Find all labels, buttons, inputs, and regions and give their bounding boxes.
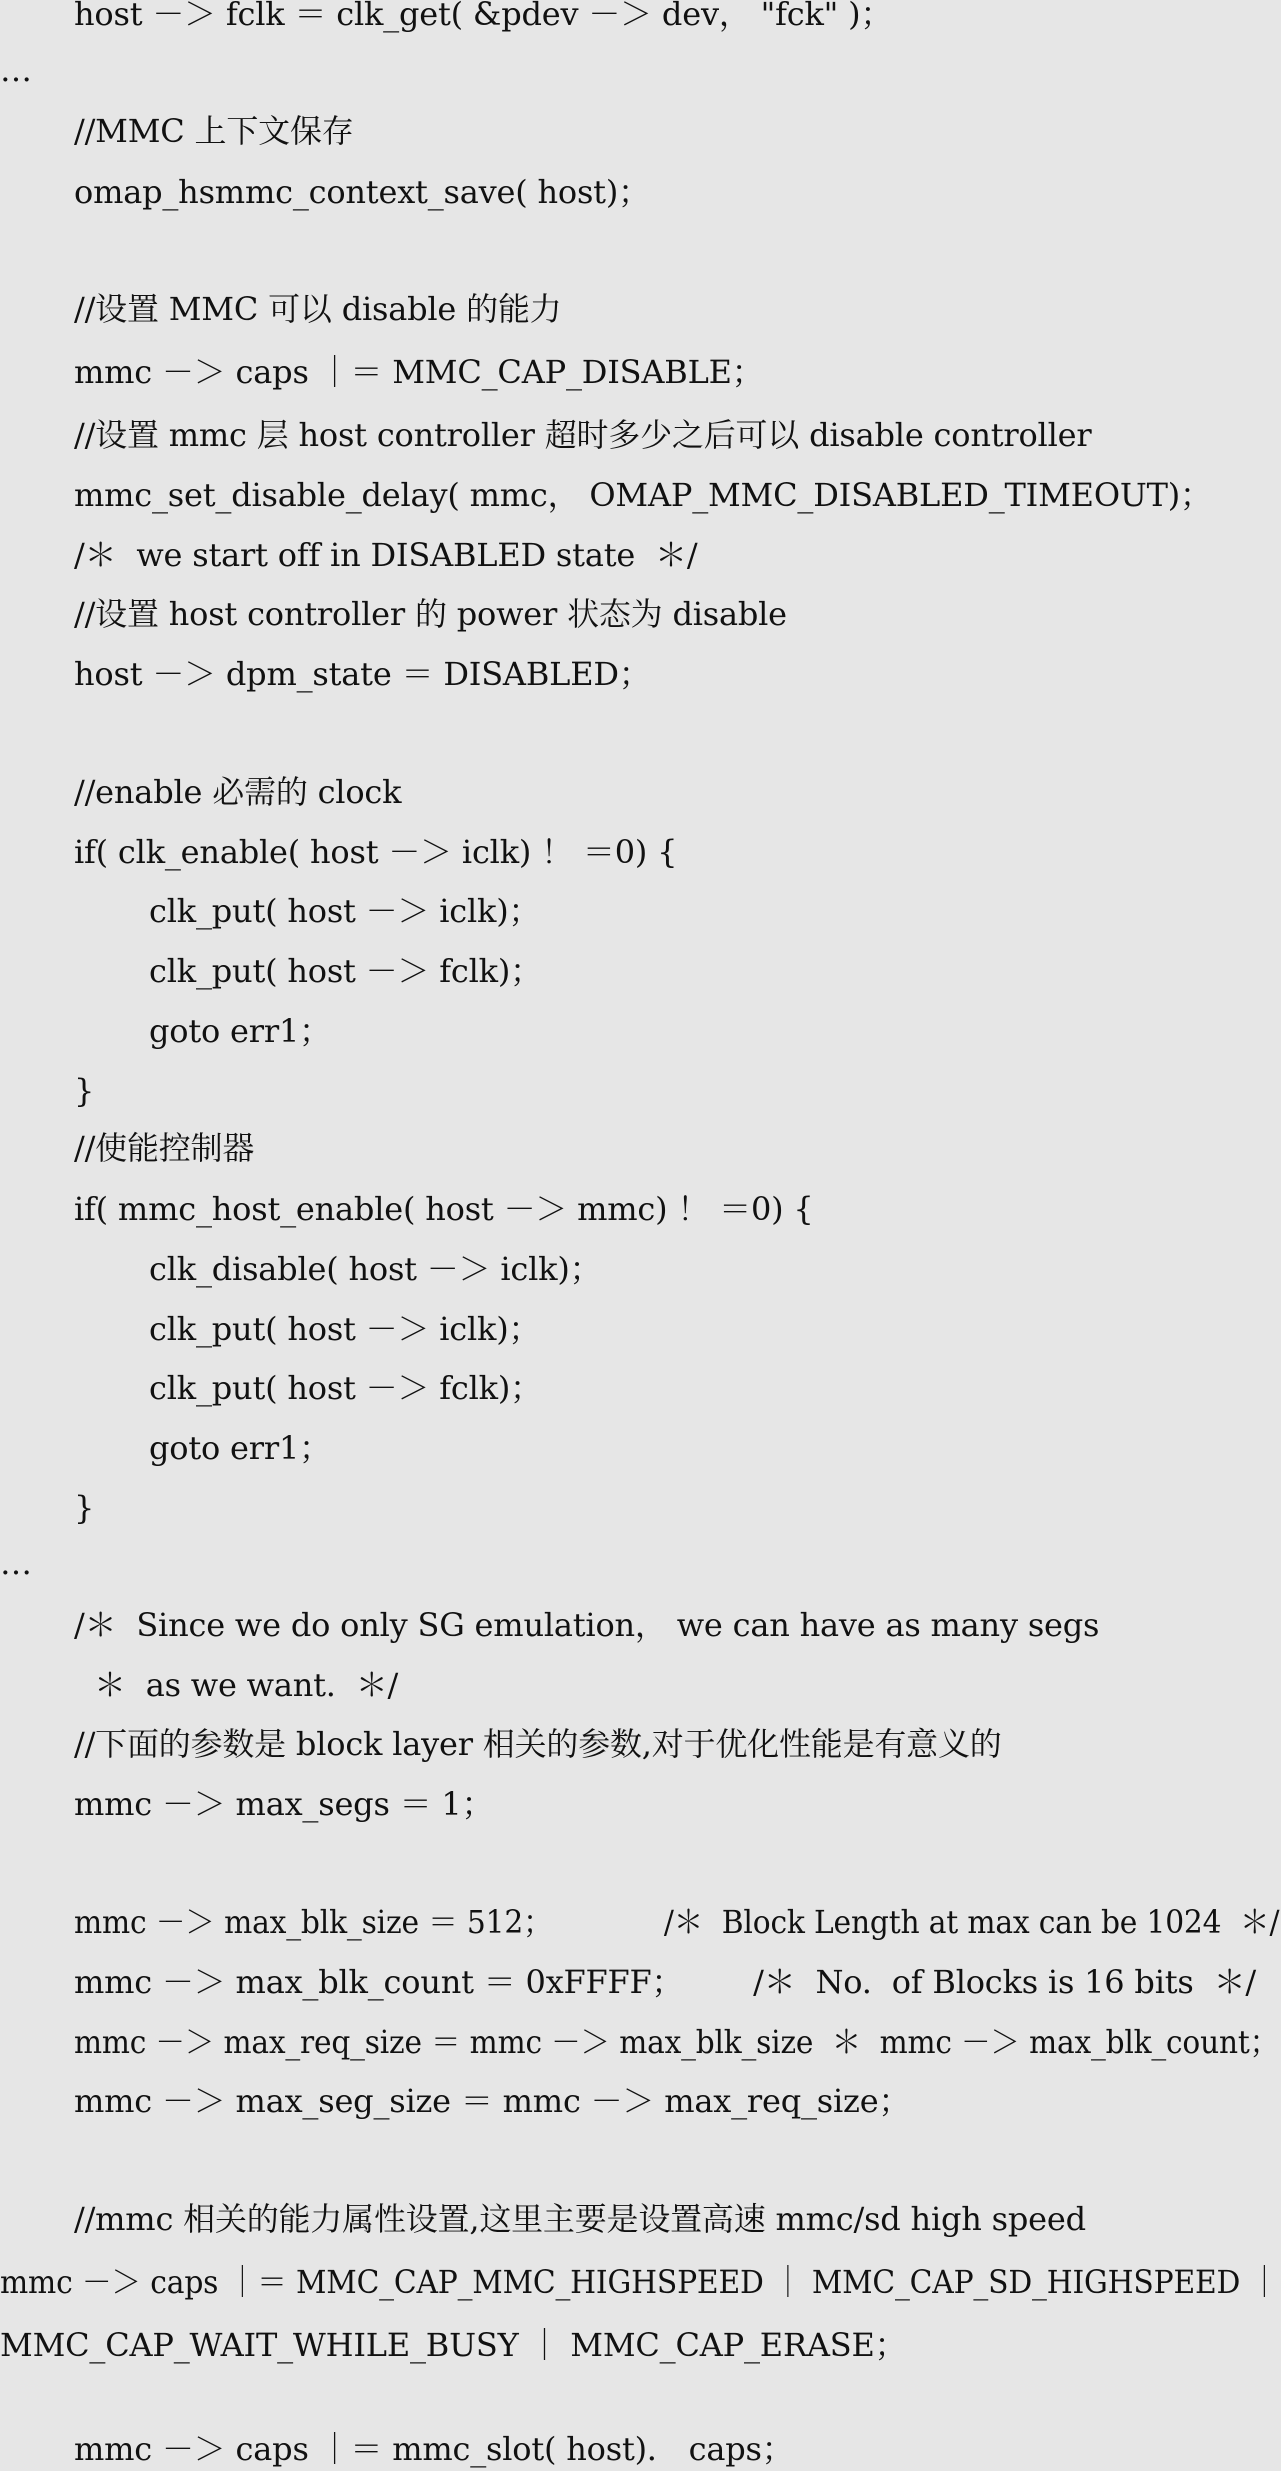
code-line: if( mmc_host_enable( host －＞ mmc) ！ ＝0) { <box>74 1190 814 1228</box>
code-line: mmc －＞ max_segs ＝ 1； <box>74 1785 494 1823</box>
code-line: //设置 MMC 可以 disable 的能力 <box>74 290 562 328</box>
code-line: //设置 host controller 的 power 状态为 disable <box>74 595 787 633</box>
code-line: mmc －＞ max_seg_size ＝ mmc －＞ max_req_size； <box>74 2082 911 2120</box>
code-line: /＊ we start off in DISABLED state ＊/ <box>74 536 698 574</box>
code-line: clk_put( host －＞ fclk)； <box>149 1369 542 1407</box>
code-line: MMC_CAP_WAIT_WHILE_BUSY ｜ MMC_CAP_ERASE； <box>0 2326 907 2364</box>
code-line: //MMC 上下文保存 <box>74 112 354 150</box>
code-line: ＊ as we want. ＊/ <box>74 1666 399 1704</box>
code-line: mmc －＞ max_blk_count ＝ 0xFFFF； /＊ No. of Blocks is 16 bits ＊/ <box>74 1963 1256 2001</box>
code-line: clk_disable( host －＞ iclk)； <box>149 1250 602 1288</box>
code-line: goto err1； <box>149 1012 331 1050</box>
code-line: //enable 必需的 clock <box>74 773 402 811</box>
code-line: mmc －＞ max_req_size ＝ mmc －＞ max_blk_size ＊ mmc －＞ max_blk_count； <box>74 2023 1280 2061</box>
code-line: /＊ Since we do only SG emulation， we can have as many segs <box>74 1606 1100 1644</box>
code-line: //mmc 相关的能力属性设置,这里主要是设置高速 mmc/sd high speed <box>74 2200 1086 2238</box>
code-line: mmc －＞ max_blk_size ＝ 512； /＊ Block Length at max can be 1024 ＊/ <box>74 1903 1280 1941</box>
code-line: } <box>74 1072 95 1110</box>
code-line: mmc －＞ caps ｜＝ MMC_CAP_DISABLE； <box>74 353 764 391</box>
code-line: clk_put( host －＞ iclk)； <box>149 1310 541 1348</box>
code-line: mmc －＞ caps ｜＝ mmc_slot( host)． caps； <box>74 2430 794 2468</box>
code-line: host －＞ fclk ＝ clk_get( &pdev －＞ dev， "fck" )； <box>74 0 893 33</box>
code-line: //使能控制器 <box>74 1129 255 1167</box>
code-line: clk_put( host －＞ fclk)； <box>149 952 542 990</box>
code-line: goto err1； <box>149 1429 331 1467</box>
code-line: … <box>0 1544 32 1582</box>
code-line: //设置 mmc 层 host controller 超时多少之后可以 disable controller <box>74 416 1092 454</box>
code-line: … <box>0 51 32 89</box>
code-line: if( clk_enable( host －＞ iclk) ！ ＝0) { <box>74 833 678 871</box>
code-line: omap_hsmmc_context_save( host)； <box>74 173 650 211</box>
code-line: clk_put( host －＞ iclk)； <box>149 892 541 930</box>
code-line: mmc －＞ caps ｜＝ MMC_CAP_MMC_HIGHSPEED ｜ MMC_CAP_SD_HIGHSPEED ｜ <box>0 2263 1280 2301</box>
code-line: mmc_set_disable_delay( mmc， OMAP_MMC_DISABLED_TIMEOUT)； <box>74 476 1212 514</box>
code-line: } <box>74 1489 95 1527</box>
code-line: host －＞ dpm_state ＝ DISABLED； <box>74 655 651 693</box>
code-line: //下面的参数是 block layer 相关的参数,对于优化性能是有意义的 <box>74 1725 1002 1763</box>
